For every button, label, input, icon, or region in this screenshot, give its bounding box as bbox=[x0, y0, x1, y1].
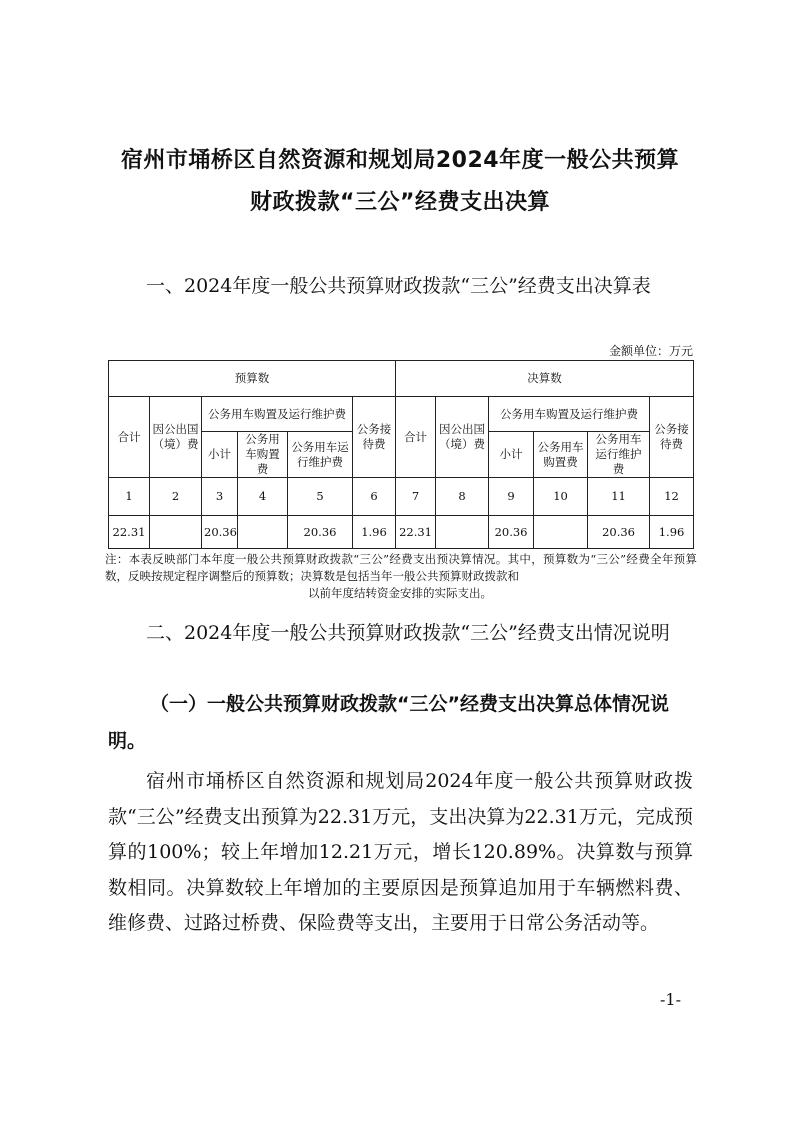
header-final-subtotal: 小计 bbox=[489, 432, 534, 478]
table-row-values bbox=[109, 516, 694, 549]
value-budget-vehicle-purchase bbox=[238, 516, 288, 549]
document-title-line2: 财政拨款“三公”经费支出决算 bbox=[250, 190, 550, 215]
header-budget-abroad: 因公出国（境）费 bbox=[150, 397, 202, 478]
value-final-vehicle-purchase bbox=[534, 516, 588, 549]
value-final-reception: 1.96 bbox=[650, 516, 694, 549]
document-title-line1: 宿州市埇桥区自然资源和规划局2024年度一般公共预算 bbox=[120, 148, 680, 173]
index-cell: 1 bbox=[109, 478, 150, 516]
index-cell: 3 bbox=[202, 478, 238, 516]
index-cell: 12 bbox=[650, 478, 694, 516]
section1-heading: 一、2024年度一般公共预算财政拨款“三公”经费支出决算表 bbox=[146, 275, 651, 297]
header-budget-subtotal: 小计 bbox=[202, 432, 238, 478]
header-final-vehicle-operation: 公务用车运行维护费 bbox=[588, 432, 650, 478]
table-note: 注：本表反映部门本年度一般公共预算财政拨款“三公”经费支出预决算情况。其中，预算数为“三公”经费全年预算数，反映按规定程序调整后的预算数；决算数是包括当年一般公共预算财政拨款和 bbox=[105, 552, 697, 583]
index-cell: 7 bbox=[396, 478, 436, 516]
header-final-total: 合计 bbox=[396, 397, 436, 478]
value-budget-abroad bbox=[150, 516, 202, 549]
header-budget-reception: 公务接待费 bbox=[353, 397, 396, 478]
value-final-total: 22.31 bbox=[396, 516, 436, 549]
header-final-abroad: 因公出国（境）费 bbox=[436, 397, 489, 478]
value-budget-subtotal: 20.36 bbox=[202, 516, 238, 549]
index-cell: 5 bbox=[288, 478, 353, 516]
header-budget-vehicle-purchase: 公务用车购置费 bbox=[238, 432, 288, 478]
index-cell: 2 bbox=[150, 478, 202, 516]
index-cell: 11 bbox=[588, 478, 650, 516]
body-paragraph: 宿州市埇桥区自然资源和规划局2024年度一般公共预算财政拨款“三公”经费支出预算为22.31万元，支出决算为22.31万元，完成预算的100%；较上年增加12.21万元，增长120.89%。决算数与预算数相同。决算数较上年增加的主要原因是预算追加用于车辆燃料费、维修费、过路过桥费、保险费等支出，主要用于日常公务活动等。 bbox=[108, 770, 693, 935]
three-public-expenses-table bbox=[108, 360, 694, 549]
header-final-group: 决算数 bbox=[396, 361, 694, 397]
section2-heading: 二、2024年度一般公共预算财政拨款“三公”经费支出情况说明 bbox=[146, 622, 670, 644]
page-number: -1- bbox=[660, 990, 681, 1009]
value-final-vehicle-operation: 20.36 bbox=[588, 516, 650, 549]
table-note-last-line: 以前年度结转资金安排的实际支出。 bbox=[308, 586, 492, 600]
index-cell: 4 bbox=[238, 478, 288, 516]
header-budget-vehicle-operation: 公务用车运行维护费 bbox=[288, 432, 353, 478]
value-final-subtotal: 20.36 bbox=[489, 516, 534, 549]
index-cell: 8 bbox=[436, 478, 489, 516]
index-cell: 10 bbox=[534, 478, 588, 516]
value-budget-vehicle-operation: 20.36 bbox=[288, 516, 353, 549]
value-budget-total: 22.31 bbox=[109, 516, 150, 549]
index-cell: 6 bbox=[353, 478, 396, 516]
value-budget-reception: 1.96 bbox=[353, 516, 396, 549]
header-final-reception: 公务接待费 bbox=[650, 397, 694, 478]
table-row-index bbox=[109, 478, 694, 516]
header-budget-vehicle-group: 公务用车购置及运行维护费 bbox=[202, 397, 353, 432]
index-cell: 9 bbox=[489, 478, 534, 516]
value-final-abroad bbox=[436, 516, 489, 549]
header-final-vehicle-group: 公务用车购置及运行维护费 bbox=[489, 397, 650, 432]
unit-label: 金额单位：万元 bbox=[608, 344, 693, 358]
header-budget-total: 合计 bbox=[109, 397, 150, 478]
header-budget-group: 预算数 bbox=[109, 361, 396, 397]
header-final-vehicle-purchase: 公务用车购置费 bbox=[534, 432, 588, 478]
subsection1-heading: （一）一般公共预算财政拨款“三公”经费支出决算总体情况说明。 bbox=[108, 693, 669, 752]
